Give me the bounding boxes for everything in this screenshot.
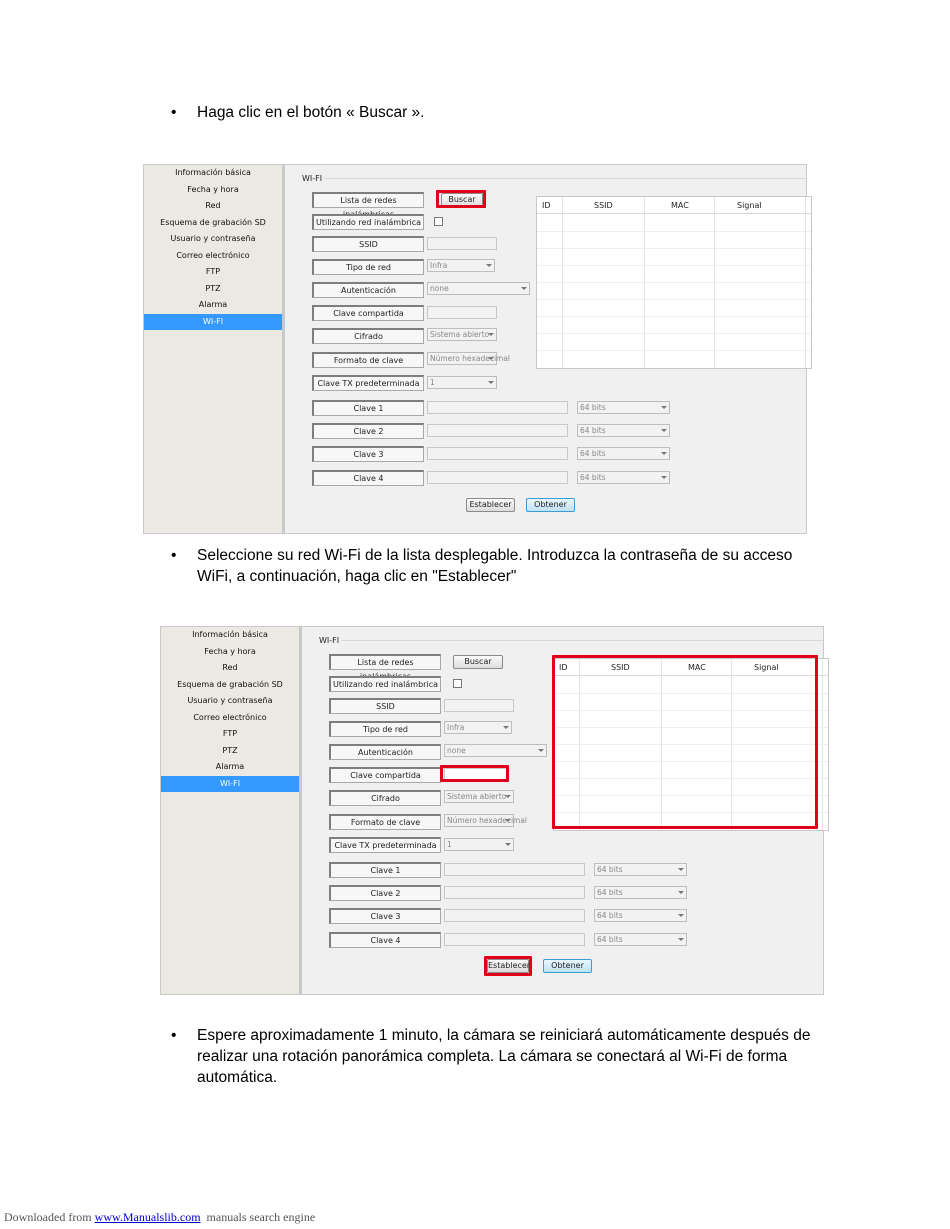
sidebar-item-network[interactable]: Red bbox=[222, 663, 238, 672]
default-tx-key-select[interactable] bbox=[427, 376, 497, 389]
key-format-select[interactable] bbox=[444, 814, 528, 827]
label-encryption: Cifrado bbox=[329, 790, 441, 806]
highlight-shared-key bbox=[440, 765, 509, 782]
chevron-down-icon bbox=[661, 452, 667, 455]
encryption-value: Sistema abierto bbox=[430, 330, 490, 339]
key3-input[interactable] bbox=[427, 447, 568, 460]
set-button[interactable]: Establecer bbox=[487, 959, 529, 973]
key2-bits-value: 64 bits bbox=[580, 426, 606, 435]
sidebar-item-date[interactable]: Fecha y hora bbox=[204, 646, 256, 656]
label-key2: Clave 2 bbox=[329, 885, 441, 901]
sidebar-item-email[interactable]: Correo electrónico bbox=[176, 250, 250, 260]
title-divider bbox=[341, 640, 823, 641]
sidebar-item-sd[interactable]: Esquema de grabación SD bbox=[160, 217, 266, 227]
chevron-down-icon bbox=[505, 843, 511, 846]
key1-input[interactable] bbox=[444, 863, 585, 876]
col-signal: Signal bbox=[737, 201, 762, 210]
sidebar-item-ftp[interactable]: FTP bbox=[205, 267, 221, 276]
label-wireless-list: Lista de redes bbox=[312, 192, 424, 208]
search-button[interactable]: Buscar bbox=[453, 655, 503, 669]
default-tx-key-value: 1 bbox=[430, 378, 435, 387]
key1-bits-value: 64 bits bbox=[597, 865, 623, 874]
bullet-dot: • bbox=[171, 104, 177, 121]
sidebar-item-info[interactable]: Información básica bbox=[192, 630, 268, 639]
shared-key-input[interactable] bbox=[427, 306, 497, 319]
key4-bits-value: 64 bits bbox=[580, 473, 606, 482]
authentication-select[interactable] bbox=[427, 282, 530, 295]
label-key1: Clave 1 bbox=[312, 400, 424, 416]
sidebar-item-user[interactable]: Usuario y contraseña bbox=[170, 234, 256, 243]
key3-bits-value: 64 bits bbox=[580, 449, 606, 458]
using-wireless-checkbox[interactable] bbox=[434, 217, 443, 226]
ssid-input[interactable] bbox=[444, 699, 514, 712]
label-key-format: Formato de clave bbox=[329, 814, 441, 830]
step-2-line-1: Seleccione su red Wi-Fi de la lista desplegable. Introduzca la contraseña de su acceso bbox=[197, 547, 793, 564]
label-network-type: Tipo de red bbox=[329, 721, 441, 737]
encryption-select[interactable] bbox=[444, 790, 514, 803]
key1-bits-value: 64 bits bbox=[580, 403, 606, 412]
table-row bbox=[537, 231, 811, 232]
authentication-select[interactable] bbox=[444, 744, 547, 757]
chevron-down-icon bbox=[521, 287, 527, 290]
key2-bits-value: 64 bits bbox=[597, 888, 623, 897]
instruction-step-2 bbox=[171, 545, 837, 587]
chevron-down-icon bbox=[488, 381, 494, 384]
label-key4: Clave 4 bbox=[312, 470, 424, 486]
sidebar-item-sd[interactable]: Esquema de grabación SD bbox=[177, 679, 283, 689]
sidebar-item-alarm[interactable]: Alarma bbox=[215, 762, 245, 771]
sidebar-item-wifi[interactable]: WI-FI bbox=[144, 314, 282, 331]
wifi-panel bbox=[288, 165, 806, 533]
highlight-search bbox=[436, 190, 486, 208]
sidebar-item-info[interactable]: Información básica bbox=[175, 168, 251, 177]
key4-bits-select[interactable] bbox=[594, 933, 687, 946]
sidebar-item-ftp[interactable]: FTP bbox=[222, 729, 238, 738]
key4-input[interactable] bbox=[444, 933, 585, 946]
label-ssid: SSID bbox=[329, 698, 441, 714]
instruction-step-3 bbox=[171, 1025, 847, 1088]
label-default-tx-key: Clave TX predeterminada bbox=[312, 375, 424, 391]
manualslib-link[interactable]: www.Manualslib.com bbox=[94, 1210, 201, 1224]
label-shared-key: Clave compartida bbox=[312, 305, 424, 321]
label-wireless-list: Lista de redes bbox=[329, 654, 441, 670]
table-row bbox=[537, 248, 811, 249]
key4-bits-value: 64 bits bbox=[597, 935, 623, 944]
step-3-line-2: realizar una rotación panorámica completa. La cámara se conectará al Wi-Fi de forma bbox=[197, 1048, 788, 1065]
label-key-format: Formato de clave bbox=[312, 352, 424, 368]
default-tx-key-select[interactable] bbox=[444, 838, 514, 851]
chevron-down-icon bbox=[678, 938, 684, 941]
label-authentication: Autenticación bbox=[329, 744, 441, 760]
col-ssid: SSID bbox=[594, 201, 613, 210]
col-mac: MAC bbox=[688, 663, 706, 672]
network-type-value: Infra bbox=[447, 723, 465, 732]
networks-table[interactable] bbox=[536, 196, 812, 369]
sidebar-item-ptz[interactable]: PTZ bbox=[222, 745, 238, 755]
step-3-line-3: automática. bbox=[197, 1069, 278, 1086]
bullet-dot: • bbox=[171, 547, 177, 564]
get-button[interactable]: Obtener bbox=[526, 498, 575, 512]
key-format-value: Número hexadecimal bbox=[447, 816, 528, 825]
key3-bits-select[interactable] bbox=[594, 909, 687, 922]
label-key3: Clave 3 bbox=[329, 908, 441, 924]
chevron-down-icon bbox=[488, 333, 494, 336]
col-mac: MAC bbox=[671, 201, 689, 210]
highlight-networks-table bbox=[552, 655, 818, 829]
chevron-down-icon bbox=[678, 914, 684, 917]
network-type-select[interactable] bbox=[427, 259, 495, 272]
wifi-panel bbox=[305, 627, 823, 994]
col-signal: Signal bbox=[754, 663, 779, 672]
label-using-wireless: Utilizando red inalámbrica bbox=[329, 676, 441, 692]
encryption-value: Sistema abierto bbox=[447, 792, 507, 801]
col-id: ID bbox=[542, 201, 551, 210]
chevron-down-icon bbox=[661, 476, 667, 479]
table-row bbox=[537, 333, 811, 334]
sidebar-item-ptz[interactable]: PTZ bbox=[205, 283, 221, 293]
set-button[interactable]: Establecer bbox=[466, 498, 515, 512]
table-row bbox=[537, 299, 811, 300]
authentication-value: none bbox=[447, 746, 466, 755]
chevron-down-icon bbox=[538, 749, 544, 752]
table-row bbox=[537, 316, 811, 317]
label-key3: Clave 3 bbox=[312, 446, 424, 462]
wifi-settings-screenshot-2 bbox=[160, 626, 824, 995]
chevron-down-icon bbox=[503, 726, 509, 729]
wifi-settings-screenshot-1 bbox=[143, 164, 807, 534]
step-1-text: Haga clic en el botón « Buscar ». bbox=[197, 104, 425, 121]
bullet-dot: • bbox=[171, 1027, 177, 1044]
chevron-down-icon bbox=[488, 357, 494, 360]
sidebar-item-date[interactable]: Fecha y hora bbox=[187, 184, 239, 194]
label-authentication: Autenticación bbox=[312, 282, 424, 298]
authentication-value: none bbox=[430, 284, 449, 293]
label-encryption: Cifrado bbox=[312, 328, 424, 344]
footer-prefix: Downloaded from bbox=[4, 1210, 95, 1224]
chevron-down-icon bbox=[678, 891, 684, 894]
key2-bits-select[interactable] bbox=[577, 424, 670, 437]
wifi-panel-title: WI-FI bbox=[319, 636, 340, 645]
key-format-value: Número hexadecimal bbox=[430, 354, 511, 363]
using-wireless-checkbox[interactable] bbox=[453, 679, 462, 688]
title-divider bbox=[324, 178, 806, 179]
key2-input[interactable] bbox=[427, 424, 568, 437]
key1-input[interactable] bbox=[427, 401, 568, 414]
key-format-select[interactable] bbox=[427, 352, 511, 365]
key3-input[interactable] bbox=[444, 909, 585, 922]
chevron-down-icon bbox=[505, 819, 511, 822]
sidebar-item-user[interactable]: Usuario y contraseña bbox=[187, 696, 273, 705]
step-2-line-2: WiFi, a continuación, haga clic en "Establecer" bbox=[197, 568, 517, 585]
search-button[interactable]: Buscar bbox=[441, 193, 483, 207]
key4-bits-select[interactable] bbox=[577, 471, 670, 484]
label-shared-key: Clave compartida bbox=[329, 767, 441, 783]
sidebar-item-alarm[interactable]: Alarma bbox=[198, 300, 228, 309]
key2-bits-select[interactable] bbox=[594, 886, 687, 899]
key3-bits-select[interactable] bbox=[577, 447, 670, 460]
chevron-down-icon bbox=[486, 264, 492, 267]
col-ssid: SSID bbox=[611, 663, 630, 672]
label-default-tx-key: Clave TX predeterminada bbox=[329, 837, 441, 853]
get-button[interactable]: Obtener bbox=[543, 959, 592, 973]
key1-bits-select[interactable] bbox=[577, 401, 670, 414]
ssid-input[interactable] bbox=[427, 237, 497, 250]
instruction-step-1 bbox=[171, 102, 425, 123]
wifi-panel-title: WI-FI bbox=[302, 174, 323, 183]
table-row bbox=[537, 350, 811, 351]
settings-sidebar bbox=[161, 627, 302, 994]
label-key2: Clave 2 bbox=[312, 423, 424, 439]
footer-suffix: manuals search engine bbox=[200, 1210, 316, 1224]
label-using-wireless: Utilizando red inalámbrica bbox=[312, 214, 424, 230]
key3-bits-value: 64 bits bbox=[597, 911, 623, 920]
chevron-down-icon bbox=[661, 429, 667, 432]
chevron-down-icon bbox=[678, 868, 684, 871]
label-network-type: Tipo de red bbox=[312, 259, 424, 275]
highlight-set bbox=[484, 956, 532, 976]
label-key4: Clave 4 bbox=[329, 932, 441, 948]
settings-sidebar bbox=[144, 165, 285, 533]
label-key1: Clave 1 bbox=[329, 862, 441, 878]
table-row bbox=[537, 265, 811, 266]
sidebar-item-email[interactable]: Correo electrónico bbox=[193, 712, 267, 722]
default-tx-key-value: 1 bbox=[447, 840, 452, 849]
network-type-value: Infra bbox=[430, 261, 448, 270]
sidebar-item-wifi[interactable]: WI-FI bbox=[161, 776, 299, 793]
download-footer bbox=[4, 1210, 315, 1225]
sidebar-item-network[interactable]: Red bbox=[205, 201, 221, 210]
key1-bits-select[interactable] bbox=[594, 863, 687, 876]
step-3-line-1: Espere aproximadamente 1 minuto, la cámara se reiniciará automáticamente después de bbox=[197, 1027, 811, 1044]
encryption-select[interactable] bbox=[427, 328, 497, 341]
col-id: ID bbox=[559, 663, 568, 672]
table-row bbox=[537, 282, 811, 283]
key2-input[interactable] bbox=[444, 886, 585, 899]
network-type-select[interactable] bbox=[444, 721, 512, 734]
chevron-down-icon bbox=[661, 406, 667, 409]
key4-input[interactable] bbox=[427, 471, 568, 484]
networks-table-header bbox=[537, 197, 811, 214]
chevron-down-icon bbox=[505, 795, 511, 798]
label-ssid: SSID bbox=[312, 236, 424, 252]
